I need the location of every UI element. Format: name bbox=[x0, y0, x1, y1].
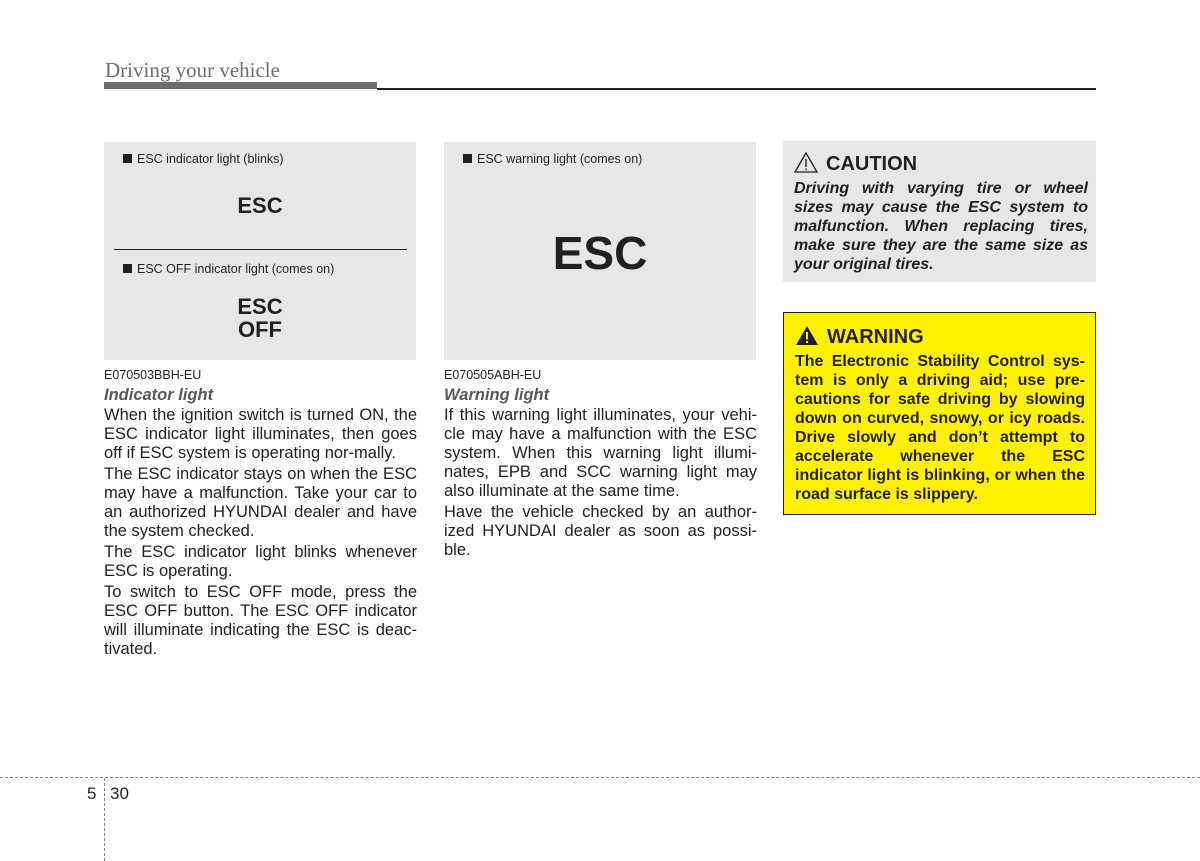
esc-indicator-symbol: ESC bbox=[237, 193, 283, 218]
bullet-square-icon bbox=[123, 264, 132, 273]
paragraph: When the ignition switch is turned ON, the ESC indicator light illuminates, then goes off if ESC system is operating nor-mally. bbox=[104, 406, 417, 462]
paragraph: The ESC indicator light blinks whenever ESC is operating. bbox=[104, 543, 417, 580]
indicator-light-heading: Indicator light bbox=[104, 386, 214, 404]
header-rule bbox=[377, 88, 1096, 90]
figure-divider bbox=[114, 249, 407, 250]
figure-caption-esc-blinks: ESC indicator light (blinks) bbox=[123, 152, 284, 166]
figure-code-left: E070503BBH-EU bbox=[104, 368, 202, 382]
indicator-light-body bbox=[104, 406, 417, 661]
paragraph: To switch to ESC OFF mode, press the ESC OFF button. The ESC OFF indicator will illuminate indicating the ESC is deac-tivated. bbox=[104, 583, 417, 658]
warning-text: The Electronic Stability Control sys-tem is only a driving aid; use pre-cautions for safe driving by slowing down on curved, snowy, or icy roads. Drive slowly and don’t attempt to accelerate whenever the ESC indicator light is blinking, or when the road surface is slippery. bbox=[795, 353, 1085, 503]
esc-off-indicator-symbol: ESC OFF bbox=[237, 294, 283, 342]
figure-code-mid: E070505ABH-EU bbox=[444, 368, 542, 382]
esc-warning-symbol: ESC bbox=[552, 227, 648, 279]
footer-vertical-rule bbox=[104, 778, 105, 861]
page-number: 30 bbox=[110, 784, 129, 803]
warning-title: WARNING bbox=[827, 326, 924, 348]
chapter-number: 5 bbox=[87, 784, 97, 803]
figure-caption-esc-warning: ESC warning light (comes on) bbox=[463, 152, 642, 166]
section-title: Driving your vehicle bbox=[105, 58, 280, 82]
header-rule-thick bbox=[104, 82, 377, 89]
warning-light-heading: Warning light bbox=[444, 386, 550, 404]
bullet-square-icon bbox=[463, 154, 472, 163]
warning-triangle-icon bbox=[795, 325, 819, 346]
caution-title: CAUTION bbox=[826, 153, 918, 175]
esc-warning-figure bbox=[444, 142, 756, 360]
caution-triangle-icon bbox=[794, 152, 818, 173]
paragraph: Have the vehicle checked by an author-ized HYUNDAI dealer as soon as possi-ble. bbox=[444, 503, 757, 559]
paragraph: The ESC indicator stays on when the ESC may have a malfunction. Take your car to an authorized HYUNDAI dealer and have the system checked. bbox=[104, 465, 417, 540]
bullet-square-icon bbox=[123, 154, 132, 163]
warning-light-body bbox=[444, 406, 757, 562]
warning-box bbox=[783, 312, 1096, 515]
caution-box bbox=[783, 141, 1096, 282]
paragraph: If this warning light illuminates, your vehi-cle may have a malfunction with the ESC system. When this warning light illumi-nates, EPB and SCC warning light may also illuminate at the same time. bbox=[444, 406, 757, 500]
figure-caption-esc-off: ESC OFF indicator light (comes on) bbox=[123, 262, 334, 276]
esc-indicator-figure bbox=[104, 142, 416, 360]
caution-text: Driving with varying tire or wheel sizes may cause the ESC system to malfunction. When replacing tires, make sure they are the same size as your original tires. bbox=[794, 180, 1088, 273]
footer-rule bbox=[0, 777, 1200, 778]
